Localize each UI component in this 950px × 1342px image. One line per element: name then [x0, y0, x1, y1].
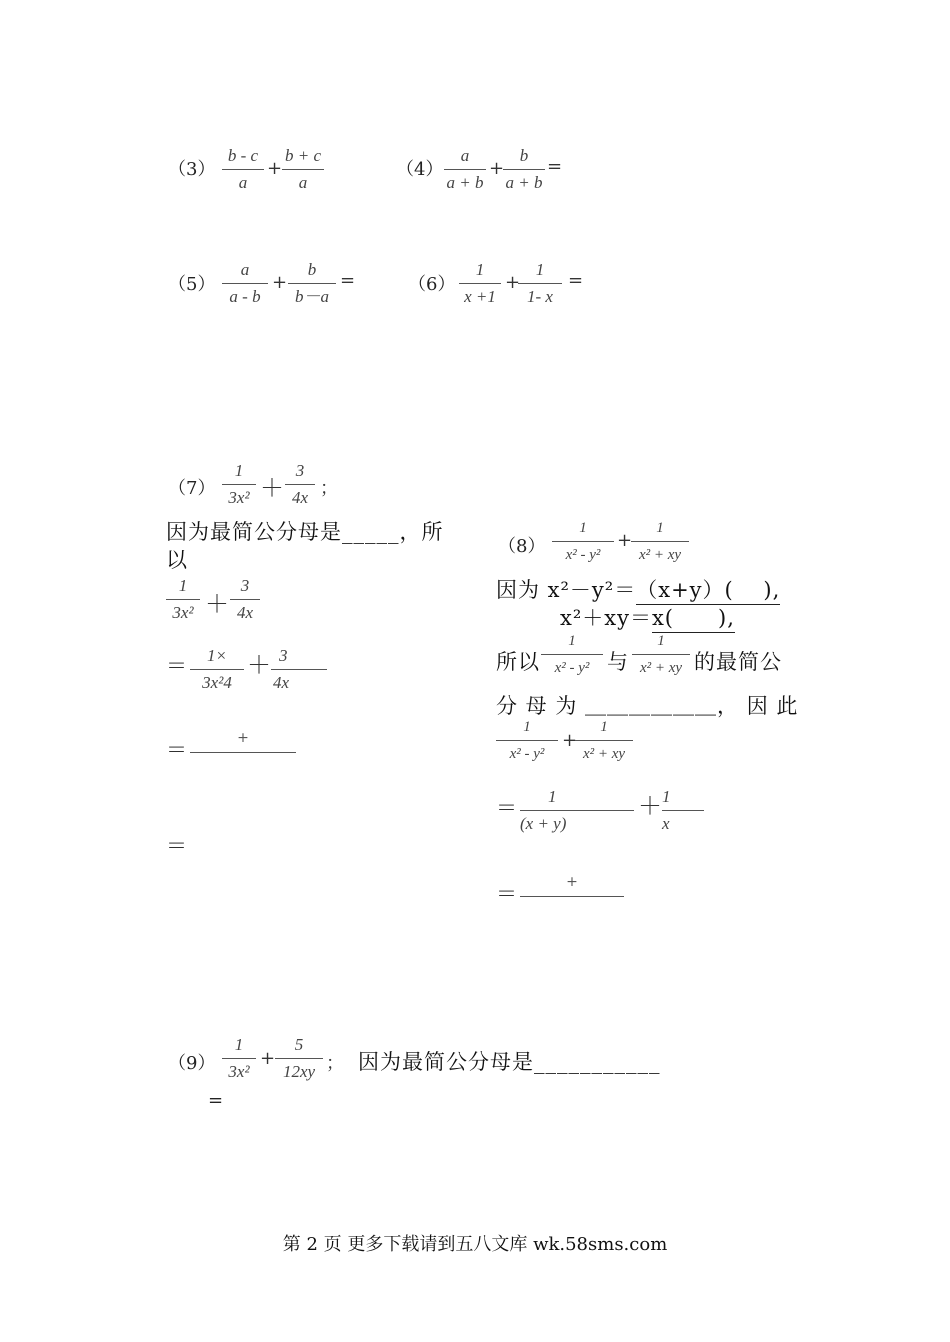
problem-5-label: （5）: [168, 274, 216, 295]
problem-7-text-line-2: 以: [166, 548, 188, 572]
problem-7-expand-fraction-2: 3 4x: [271, 645, 327, 694]
problem-7-step-fraction-1: 1 3x²: [166, 575, 200, 624]
problem-8-fraction-2: 1 x² + xy: [631, 517, 689, 566]
problem-7-text-line-1: 因为最简公分母是_____，所: [166, 520, 444, 544]
problem-8-expand-fraction-2: 1 x: [662, 786, 704, 835]
problem-4-equals: =: [547, 156, 563, 177]
problem-8-equals-1: ＝: [496, 796, 518, 820]
problem-4-fraction-1: a a + b: [444, 145, 486, 194]
problem-7-fraction-1: 1 3x²: [222, 460, 256, 509]
problem-8-line-3-and: 与: [607, 650, 629, 674]
problem-8-line-3-fraction-1: 1 x² - y²: [541, 630, 603, 679]
problem-6-fraction-1: 1 x +1: [459, 259, 501, 308]
problem-7-answer-plus: +: [237, 730, 249, 746]
problem-7-answer-line: [190, 730, 296, 753]
problem-9-equals: =: [208, 1090, 224, 1111]
problem-7-step-fraction-2: 3 4x: [230, 575, 260, 624]
problem-8-expand-fraction-1: 1 (x + y): [520, 786, 634, 835]
problem-5-equals: =: [340, 270, 356, 291]
problem-9-fraction-2: 5 12xy: [275, 1034, 323, 1083]
problem-7-step-plus: ＋: [205, 590, 229, 618]
problem-8-line-2-text: x²＋xy＝: [560, 606, 652, 630]
problem-3-fraction-1: b - c a: [222, 145, 264, 194]
problem-7-expand-plus: ＋: [247, 651, 271, 679]
problem-8-fraction-1: 1 x² - y²: [552, 517, 614, 566]
problem-8-answer-plus: +: [566, 874, 578, 890]
problem-7-equals-2: ＝: [166, 738, 188, 762]
problem-6-equals: =: [568, 270, 584, 291]
problem-6-label: （6）: [408, 274, 456, 295]
problem-3-label: （3）: [168, 159, 216, 180]
problem-8-answer-line: [520, 874, 624, 897]
problem-4-fraction-2: b a + b: [503, 145, 545, 194]
problem-8-line-1-blank: （x+y）( ),: [636, 574, 780, 605]
problem-6-plus: +: [505, 272, 521, 293]
problem-8-line-1-text: 因为 x²－y²＝: [496, 578, 637, 602]
problem-8-sum-plus: +: [562, 730, 578, 751]
problem-4-label: （4）: [396, 159, 444, 180]
problem-8-line-3-start: 所以: [496, 650, 540, 674]
problem-8-line-2: [560, 602, 735, 633]
problem-7-equals-1: ＝: [166, 654, 188, 678]
problem-8-equals-2: ＝: [496, 882, 518, 906]
problem-9-plus: +: [260, 1048, 276, 1069]
problem-7-fraction-2: 3 4x: [285, 460, 315, 509]
problem-9-fraction-1: 1 3x²: [222, 1034, 256, 1083]
problem-7-equals-3: ＝: [166, 834, 188, 858]
problem-8-line-1: [496, 574, 780, 605]
problem-8-line-3-fraction-2: 1 x² + xy: [632, 630, 690, 679]
problem-5-plus: +: [272, 272, 288, 293]
problem-8-label: （8）: [498, 536, 546, 557]
problem-5-fraction-2: b b－a: [288, 259, 336, 308]
problem-9-text: 因为最简公分母是___________: [358, 1050, 661, 1074]
problem-5-fraction-1: a a - b: [222, 259, 268, 308]
problem-8-line-3-end: 的最简公: [694, 650, 782, 674]
problem-8-plus: +: [617, 530, 633, 551]
problem-4-plus: +: [489, 158, 505, 179]
problem-7-label: （7）: [168, 478, 216, 499]
problem-8-line-2-blank: x( ),: [652, 602, 735, 633]
problem-6-fraction-2: 1 1- x: [518, 259, 562, 308]
problem-3-fraction-2: b + c a: [282, 145, 324, 194]
problem-9-label: （9）: [168, 1053, 216, 1074]
problem-8-sum-fraction-2: 1 x² + xy: [575, 716, 633, 765]
problem-8-expand-plus: ＋: [638, 792, 662, 820]
problem-7-plus: ＋: [260, 474, 284, 502]
problem-8-sum-fraction-1: 1 x² - y²: [496, 716, 558, 765]
problem-8-line-4: 分 母 为 ＿＿＿＿＿＿， 因 此: [496, 694, 799, 718]
problem-7-expand-fraction-1: 1× 3x²4: [190, 645, 244, 694]
problem-9-semicolon: ；: [326, 1053, 344, 1074]
page-footer: 第 2 页 更多下载请到五八文库 wk.58sms.com: [282, 1234, 668, 1255]
problem-3-plus: +: [267, 158, 283, 179]
problem-7-semicolon: ；: [320, 478, 338, 499]
